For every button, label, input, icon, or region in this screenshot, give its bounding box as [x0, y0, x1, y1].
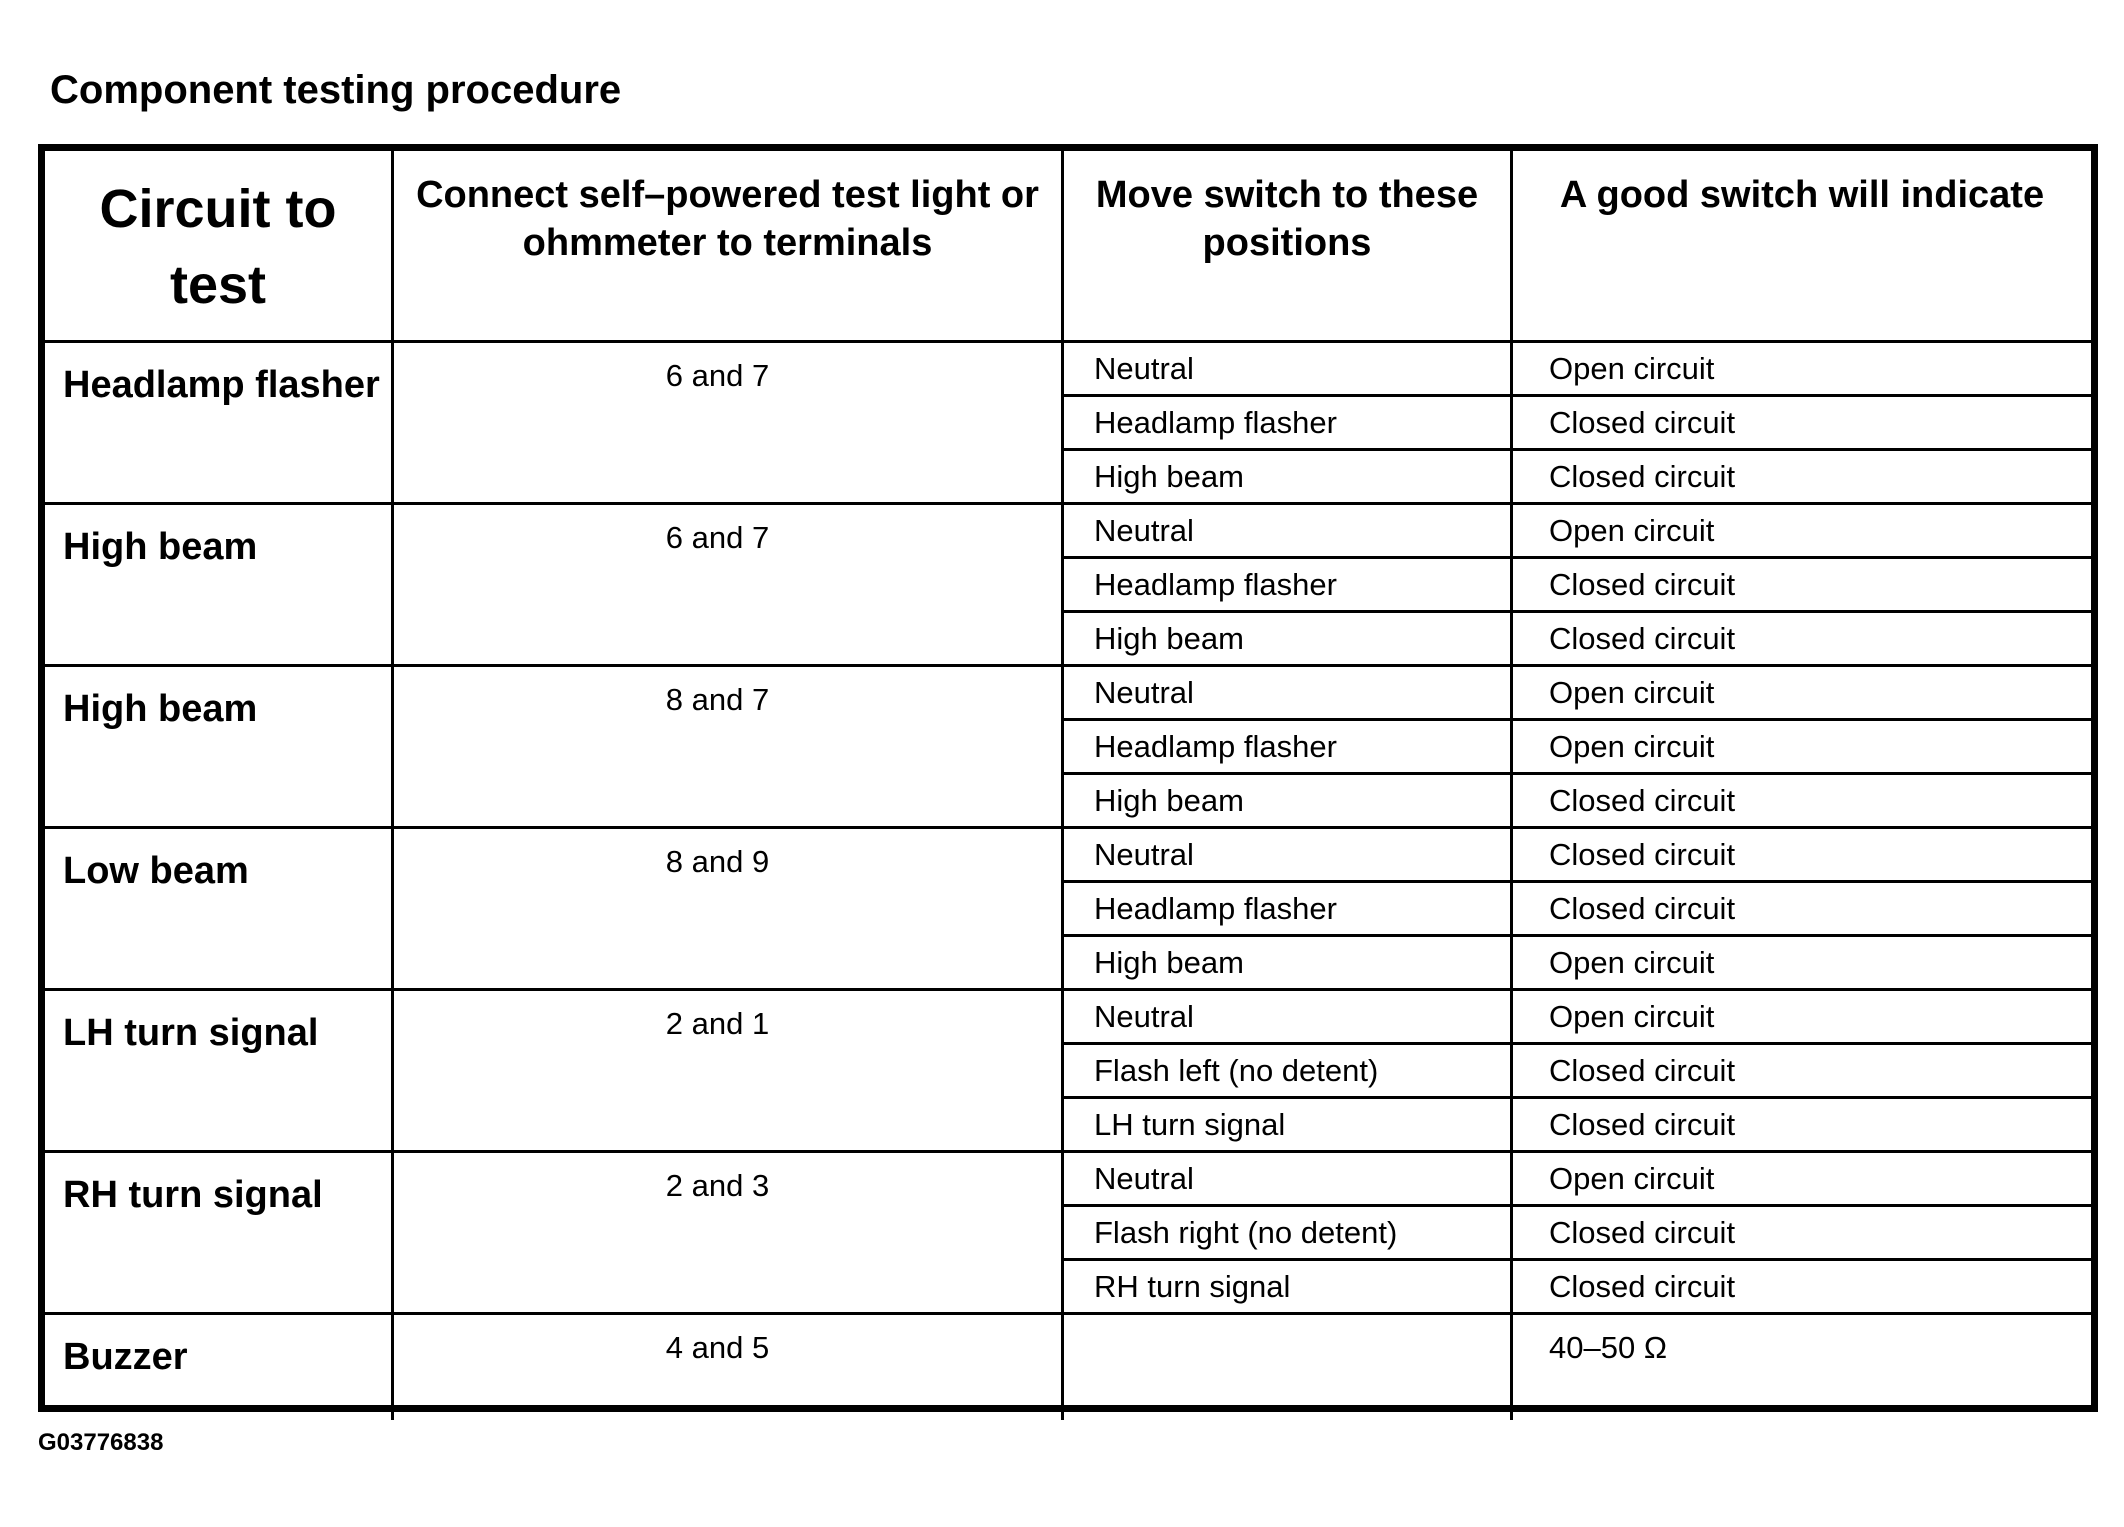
circuit-cell: High beam: [45, 505, 394, 667]
position-cell: [1064, 1315, 1513, 1420]
indication-cell: Closed circuit: [1513, 829, 2091, 883]
position-cell: Headlamp flasher: [1064, 397, 1513, 451]
indication-cell: Open circuit: [1513, 937, 2091, 991]
position-cell: High beam: [1064, 451, 1513, 505]
indication-cell: Open circuit: [1513, 667, 2091, 721]
position-cell: Neutral: [1064, 1153, 1513, 1207]
position-cell: Neutral: [1064, 667, 1513, 721]
indication-cell: Open circuit: [1513, 505, 2091, 559]
circuit-cell: RH turn signal: [45, 1153, 394, 1315]
indication-cell: Closed circuit: [1513, 775, 2091, 829]
position-cell: Neutral: [1064, 829, 1513, 883]
position-cell: Headlamp flasher: [1064, 883, 1513, 937]
circuit-cell: Headlamp flasher: [45, 343, 394, 505]
position-cell: LH turn signal: [1064, 1099, 1513, 1153]
indication-cell: Closed circuit: [1513, 559, 2091, 613]
indication-cell: Open circuit: [1513, 721, 2091, 775]
indication-cell: Closed circuit: [1513, 1045, 2091, 1099]
indication-cell: Open circuit: [1513, 343, 2091, 397]
column-header-indication: A good switch will indicate: [1513, 151, 2091, 343]
position-cell: High beam: [1064, 775, 1513, 829]
position-cell: Headlamp flasher: [1064, 721, 1513, 775]
circuit-cell: LH turn signal: [45, 991, 394, 1153]
indication-cell: Closed circuit: [1513, 1207, 2091, 1261]
circuit-cell: High beam: [45, 667, 394, 829]
position-cell: Neutral: [1064, 991, 1513, 1045]
indication-cell: Closed circuit: [1513, 451, 2091, 505]
terminals-cell: 6 and 7: [394, 343, 1064, 505]
indication-cell: Closed circuit: [1513, 1261, 2091, 1315]
indication-cell: Closed circuit: [1513, 613, 2091, 667]
indication-cell: Open circuit: [1513, 991, 2091, 1045]
column-header-terminals: Connect self–powered test light or ohmmeter to terminals: [394, 151, 1064, 343]
terminals-cell: 6 and 7: [394, 505, 1064, 667]
indication-cell: Closed circuit: [1513, 883, 2091, 937]
indication-cell: Closed circuit: [1513, 397, 2091, 451]
position-cell: High beam: [1064, 937, 1513, 991]
terminals-cell: 2 and 3: [394, 1153, 1064, 1315]
position-cell: Neutral: [1064, 505, 1513, 559]
position-cell: Flash right (no detent): [1064, 1207, 1513, 1261]
column-header-circuit: Circuit to test: [45, 151, 394, 343]
circuit-cell: Low beam: [45, 829, 394, 991]
terminals-cell: 8 and 9: [394, 829, 1064, 991]
terminals-cell: 8 and 7: [394, 667, 1064, 829]
component-testing-table: [38, 144, 2098, 1412]
document-title: Component testing procedure: [50, 68, 622, 112]
position-cell: Headlamp flasher: [1064, 559, 1513, 613]
figure-id: G03776838: [38, 1429, 164, 1456]
column-header-positions: Move switch to these positions: [1064, 151, 1513, 343]
position-cell: RH turn signal: [1064, 1261, 1513, 1315]
terminals-cell: 4 and 5: [394, 1315, 1064, 1420]
indication-cell: Open circuit: [1513, 1153, 2091, 1207]
position-cell: High beam: [1064, 613, 1513, 667]
position-cell: Flash left (no detent): [1064, 1045, 1513, 1099]
circuit-cell: Buzzer: [45, 1315, 394, 1420]
position-cell: Neutral: [1064, 343, 1513, 397]
terminals-cell: 2 and 1: [394, 991, 1064, 1153]
indication-cell: 40–50 Ω: [1549, 1330, 1667, 1365]
indication-cell: Closed circuit: [1513, 1099, 2091, 1153]
